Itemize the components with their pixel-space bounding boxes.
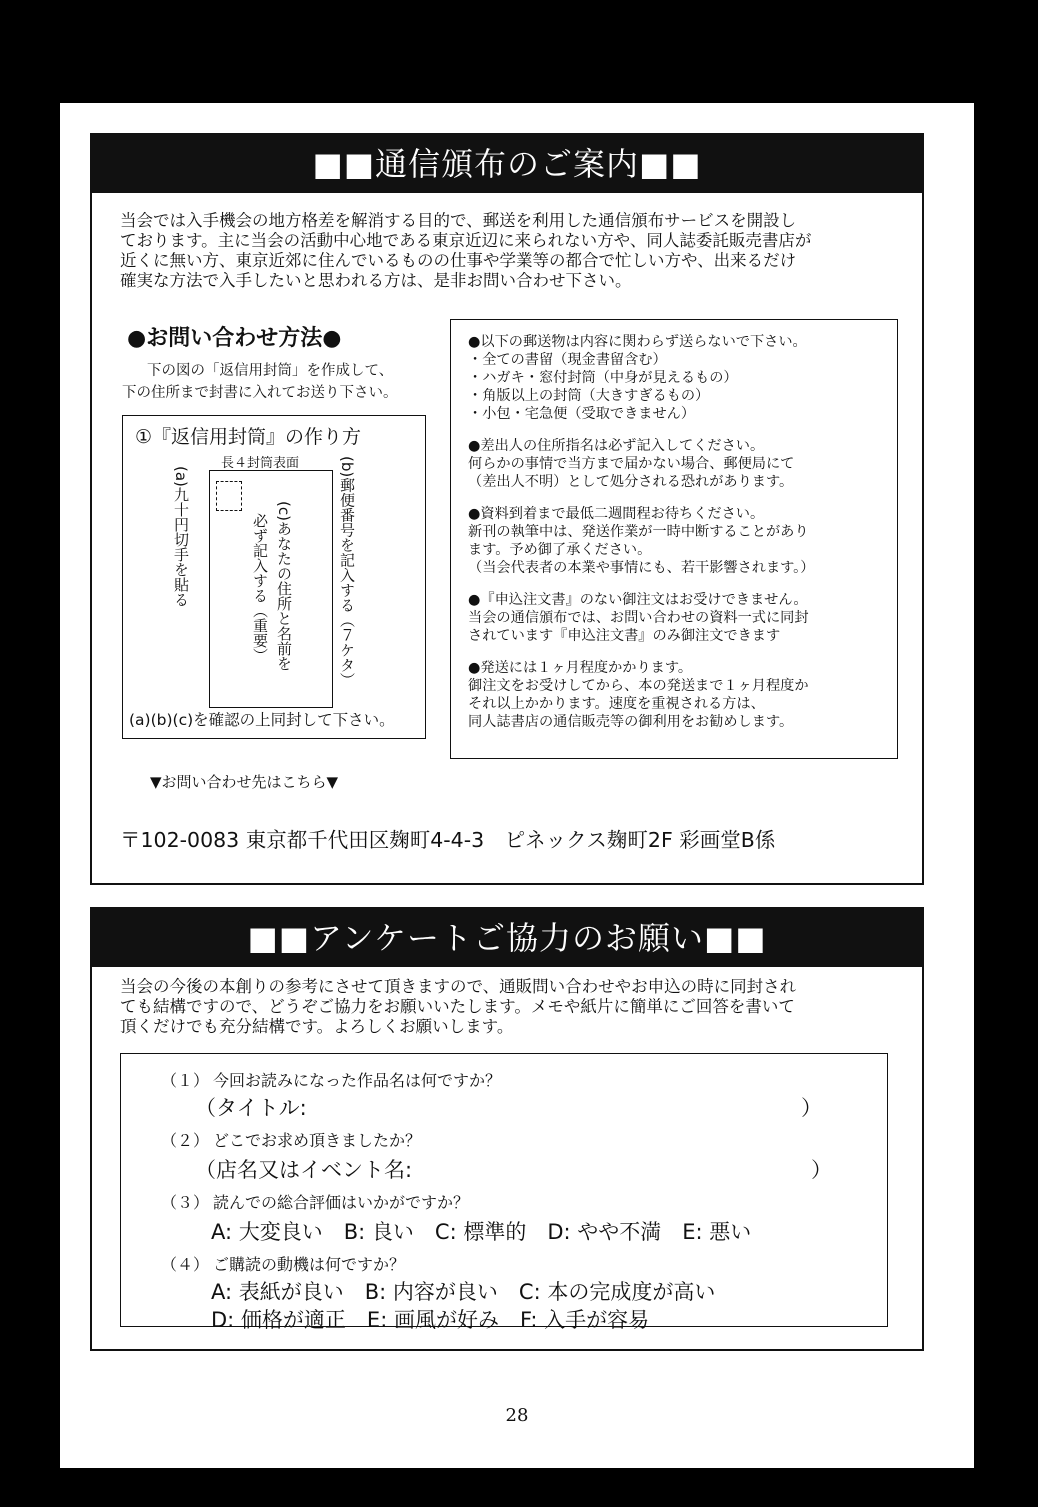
answer-2-close: ） — [811, 1158, 832, 1182]
note-block: ●以下の郵送物は内容に関わらず送らないで下さい。 ・全ての書留（現金書留含む） ・ハガキ・窓付封筒（中身が見えるもの） ・角版以上の封筒（大きすぎるもの） ・小包・宅急便（受取できません） — [468, 334, 807, 422]
mail-order-section — [90, 133, 924, 885]
survey-intro: 当会の今後の本創りの参考にさせて頂きますので、通販問い合わせやお申込の時に同封され ても結構ですので、どうぞご協力をお願いいたします。メモや紙片に簡単にご回答を書いて 頂くだけでも充分結構です。よろしくお願いします。 — [120, 977, 797, 1036]
stamp-placeholder — [216, 481, 242, 511]
question-4: （４） ご購読の動機は何ですか？ — [161, 1255, 406, 1274]
note-block: ●『申込注文書』のない御注文はお受けできません。 当会の通信頒布では、お問い合わせの資料一式に同封 されています『申込注文書』のみ御注文できます — [468, 592, 809, 644]
answer-4-options-2: D: 価格が適正 E: 画風が好み F: 入手が容易 — [211, 1308, 650, 1332]
method-desc-2: 下の住所まで封書に入れてお送り下さい。 — [122, 385, 398, 401]
label-a: (a)九十円切手を貼る — [172, 466, 190, 607]
envelope-face-label: 長４封筒表面 — [221, 456, 300, 471]
method-title: ●お問い合わせ方法● — [127, 326, 342, 351]
survey-section — [90, 907, 924, 1351]
questionnaire-box — [120, 1053, 888, 1332]
label-c-line1: (c)あなたの住所と名前を — [275, 501, 293, 671]
contact-label: ▼お問い合わせ先はこちら▼ — [150, 773, 339, 791]
note-block: ●発送には１ヶ月程度かかります。 御注文をお受けしてから、本の発送まで１ヶ月程度か それ以上かかります。速度を重視される方は、 同人誌書店の通信販売等の御利用をお勧めします。 — [468, 660, 809, 730]
page-number: 28 — [505, 1405, 529, 1426]
answer-1-close: ） — [801, 1096, 822, 1120]
question-3: （３） 読んでの総合評価はいかがですか？ — [161, 1193, 470, 1212]
envelope-confirm: (a)(b)(c)を確認の上同封して下さい。 — [129, 711, 395, 729]
envelope-diagram — [122, 415, 426, 739]
notes-list — [468, 333, 893, 739]
label-b: (b)郵便番号を記入する（７ケタ） — [338, 456, 356, 688]
note-block: ●資料到着まで最低二週間程お待ちください。 新刊の執筆中は、発送作業が一時中断することがあり ます。予め御了承ください。 （当会代表者の本業や事情にも、若干影響されます。） — [468, 506, 815, 576]
survey-banner: ■■アンケートご協力のお願い■■ — [92, 909, 922, 967]
question-2: （２） どこでお求め頂きましたか？ — [161, 1131, 422, 1150]
answer-3-options: A: 大変良い B: 良い C: 標準的 D: やや不満 E: 悪い — [211, 1220, 752, 1244]
label-c-line2: 必ず記入する（重要） — [251, 513, 269, 663]
note-block: ●差出人の住所指名は必ず記入してください。 何らかの事情で当方まで届かない場合、郵便局にて （差出人不明）として処分される恐れがあります。 — [468, 438, 795, 490]
postal-address: 〒102-0083 東京都千代田区麹町4-4-3 ピネックス麹町2F 彩画堂B係 — [120, 828, 776, 852]
question-1: （１） 今回お読みになった作品名は何ですか？ — [161, 1071, 502, 1090]
mail-order-banner: ■■通信頒布のご案内■■ — [92, 135, 922, 193]
mail-order-intro: 当会では入手機会の地方格差を解消する目的で、郵送を利用した通信頒布サービスを開設し ております。主に当会の活動中心地である東京近辺に来られない方や、同人誌委託販売書店が 近くに無い方、東京近郊に住んでいるものの仕事や学業等の都合で忙しい方や、出来るだけ 確実な方法で入手したいと思われる方は、是非お問い合わせ下さい。 — [120, 211, 812, 290]
method-desc-1: 下の図の「返信用封筒」を作成して、 — [147, 363, 394, 379]
envelope-outline — [209, 470, 333, 708]
answer-2-store: （店名又はイベント名: — [195, 1158, 413, 1182]
answer-1-title: （タイトル: — [195, 1096, 307, 1120]
document-page — [60, 103, 974, 1468]
answer-4-options-1: A: 表紙が良い B: 内容が良い C: 本の完成度が高い — [211, 1280, 716, 1304]
envelope-title: ①『返信用封筒』の作り方 — [135, 426, 362, 448]
